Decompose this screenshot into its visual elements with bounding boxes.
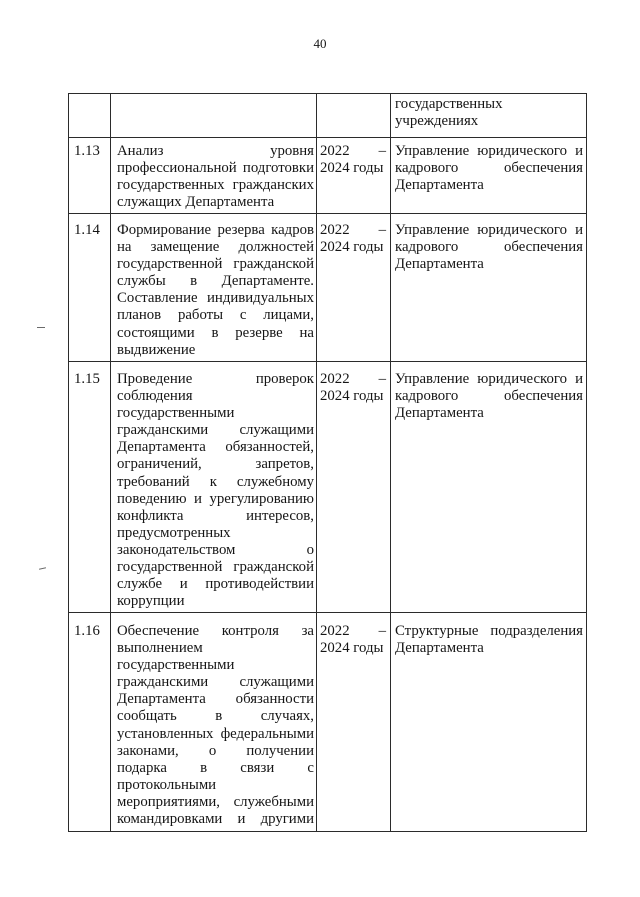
description-cell (111, 362, 317, 613)
description-line: требований к служебному (117, 473, 314, 490)
description-line: государственных гражданских (117, 177, 314, 194)
description-line: предусмотренных (117, 524, 231, 541)
term-cell (317, 94, 391, 138)
responsible-line: Департамента (395, 256, 484, 273)
row-number-cell (69, 613, 111, 832)
responsible-line: Департамента (395, 640, 484, 657)
description-line: службе и противодействии (117, 576, 314, 593)
description-line: конфликта интересов, (117, 507, 314, 524)
responsible-cell (391, 214, 587, 362)
responsible-line: кадрового обеспечения (395, 239, 583, 256)
description-line: протокольными (117, 776, 217, 793)
responsible-line: государственных (395, 96, 503, 112)
term-line: 2024 годы (320, 239, 384, 256)
term-line: 2024 годы (320, 640, 384, 657)
row-number-cell (69, 138, 111, 214)
table-row (69, 138, 587, 214)
row-number: 1.13 (74, 143, 100, 159)
description-line: государственными (117, 405, 235, 422)
description-line: государственными (117, 657, 235, 674)
description-line: планов работы с лицами, (117, 307, 314, 324)
description-line: мероприятиями, служебными (117, 793, 314, 810)
responsible-cell (391, 94, 587, 138)
description-line: Департамента обязанности (117, 691, 314, 708)
margin-scan-mark (37, 327, 45, 328)
description-line: службы в Департаменте. (117, 273, 314, 290)
description-line: законами, о получении (117, 742, 314, 759)
description-line: служащих Департамента (117, 194, 275, 211)
row-number-cell (69, 94, 111, 138)
term-cell (317, 362, 391, 613)
term-cell (317, 613, 391, 832)
term-line: 2022 – (320, 143, 386, 159)
description-line: Анализ уровня (117, 143, 314, 159)
description-line: выдвижение (117, 341, 196, 358)
description-line: профессиональной подготовки (117, 160, 314, 177)
table-row (69, 214, 587, 362)
description-line: поведению и урегулированию (117, 490, 314, 507)
description-line: выполнением (117, 640, 203, 657)
description-line: коррупции (117, 593, 185, 610)
term-cell (317, 138, 391, 214)
description-line: Обеспечение контроля за (117, 623, 314, 639)
description-line: установленных федеральными (117, 725, 314, 742)
description-cell (111, 94, 317, 138)
table-row (69, 362, 587, 613)
responsible-line: Управление юридического и (395, 222, 583, 238)
description-line: гражданскими служащими (117, 674, 314, 691)
description-line: законодательством о (117, 541, 314, 558)
responsible-line: кадрового обеспечения (395, 160, 583, 177)
page-number: 40 (313, 36, 327, 51)
responsible-cell (391, 362, 587, 613)
row-number: 1.16 (74, 623, 100, 639)
table-body (69, 94, 587, 832)
description-line: командировками и другими (117, 811, 314, 828)
description-line: подарка в связи с (117, 759, 314, 776)
description-line: Формирование резерва кадров (117, 222, 314, 238)
table-row (69, 94, 587, 138)
description-cell (111, 138, 317, 214)
description-line: государственной гражданской (117, 559, 314, 576)
description-cell (111, 613, 317, 832)
description-line: Проведение проверок (117, 371, 314, 387)
responsible-cell (391, 138, 587, 214)
description-cell (111, 214, 317, 362)
description-line: сообщать в случаях, (117, 708, 314, 725)
description-line: на замещение должностей (117, 239, 314, 256)
description-line: ограничений, запретов, (117, 456, 314, 473)
description-line: государственной гражданской (117, 256, 314, 273)
term-line: 2022 – (320, 222, 386, 238)
term-line: 2022 – (320, 623, 386, 639)
term-line: 2024 годы (320, 388, 384, 405)
row-number-cell (69, 214, 111, 362)
description-line: состоящими в резерве на (117, 324, 314, 341)
row-number: 1.15 (74, 371, 100, 387)
description-line: гражданскими служащими (117, 422, 314, 439)
responsible-line: Департамента (395, 405, 484, 422)
table-row (69, 613, 587, 832)
responsible-line: кадрового обеспечения (395, 388, 583, 405)
term-line: 2022 – (320, 371, 386, 387)
row-number: 1.14 (74, 222, 100, 238)
responsible-line: Управление юридического и (395, 371, 583, 387)
term-cell (317, 214, 391, 362)
margin-scan-mark (39, 567, 46, 569)
responsible-line: Управление юридического и (395, 143, 583, 159)
term-line: 2024 годы (320, 160, 384, 177)
responsible-cell (391, 613, 587, 832)
responsible-line: Структурные подразделения (395, 623, 583, 639)
description-line: соблюдения (117, 388, 193, 405)
description-line: Составление индивидуальных (117, 290, 314, 307)
responsible-line: учреждениях (395, 113, 479, 130)
responsible-line: Департамента (395, 177, 484, 194)
measures-table (68, 93, 587, 832)
row-number-cell (69, 362, 111, 613)
description-line: Департамента обязанностей, (117, 439, 314, 456)
